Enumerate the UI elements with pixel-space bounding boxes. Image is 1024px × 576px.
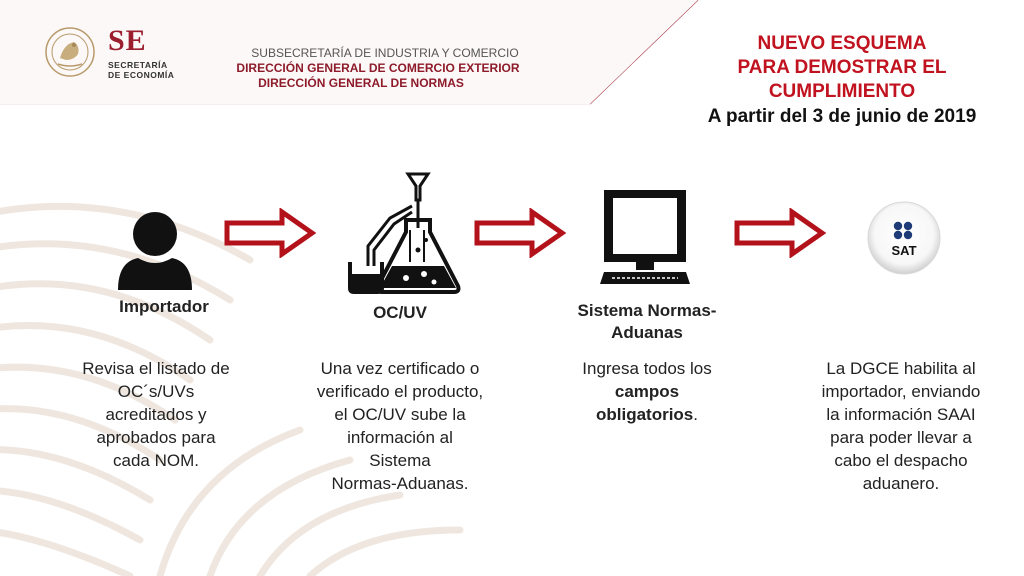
step-description-importador [64,357,248,472]
desc-line: el OC/UV sube la [334,405,466,424]
desc-line: cabo el despacho [834,451,968,470]
desc-line: cada NOM. [113,451,199,470]
desc-line: Sistema [369,451,431,470]
desc-line: aprobados para [96,428,216,447]
department-line3: DIRECCIÓN GENERAL DE NORMAS [258,76,464,90]
step-description-sistema [552,357,742,426]
se-subtitle-line1: SECRETARÍA [108,60,168,70]
step-label-oc-uv: OC/UV [373,303,427,322]
title-line3: CUMPLIMIENTO [768,81,916,102]
se-subtitle [108,60,174,80]
desc-line: Una vez certificado o [320,359,480,378]
title-date: A partir del 3 de junio de 2019 [707,106,977,127]
arrow-right-icon [474,208,566,258]
desc-line: La DGCE habilita al [826,359,976,378]
desc-line: verificado el producto, [316,382,484,401]
page-title [692,32,992,130]
department-block [218,46,538,91]
desc-line: la información SAAI [826,405,976,424]
desc-end: . [693,405,698,424]
desc-line: Normas-Aduanas. [331,474,469,493]
department-line1: SUBSECRETARÍA DE INDUSTRIA Y COMERCIO [251,46,519,60]
arrow-right-icon [734,208,826,258]
label-line: Sistema Normas- [577,301,717,320]
label-line: Aduanas [611,323,683,342]
sat-logo-text: SAT [891,243,917,258]
desc-line: importador, enviando [821,382,981,401]
secretaria-economia-logo [44,22,184,82]
se-subtitle-line2: DE ECONOMÍA [108,70,175,80]
desc-line: información al [347,428,453,447]
arrow-right-icon [224,208,316,258]
step-label-sistema-normas-aduanas [552,300,742,344]
desc-bold: obligatorios [595,405,694,424]
department-line2: DIRECCIÓN GENERAL DE COMERCIO EXTERIOR [236,61,520,75]
title-line1: NUEVO ESQUEMA [757,33,927,54]
person-icon [114,210,196,292]
sat-logo-icon [864,200,944,276]
title-line2: PARA DEMOSTRAR EL [737,57,947,78]
se-initials: SE [108,24,147,57]
mexican-coat-of-arms-seal-icon [44,26,96,78]
step-label-importador: Importador [119,297,209,316]
step-description-sat [798,357,1004,495]
desc-line: OC´s/UVs [117,382,195,401]
computer-monitor-icon [598,188,692,290]
desc-line: acreditados y [105,405,207,424]
lab-flask-icon [346,170,470,294]
desc-line: Ingresa todos los [582,359,712,378]
step-description-oc-uv [298,357,502,495]
desc-line: aduanero. [862,474,940,493]
desc-line: Revisa el listado de [82,359,230,378]
desc-bold: campos [614,382,680,401]
desc-line: para poder llevar a [830,428,972,447]
